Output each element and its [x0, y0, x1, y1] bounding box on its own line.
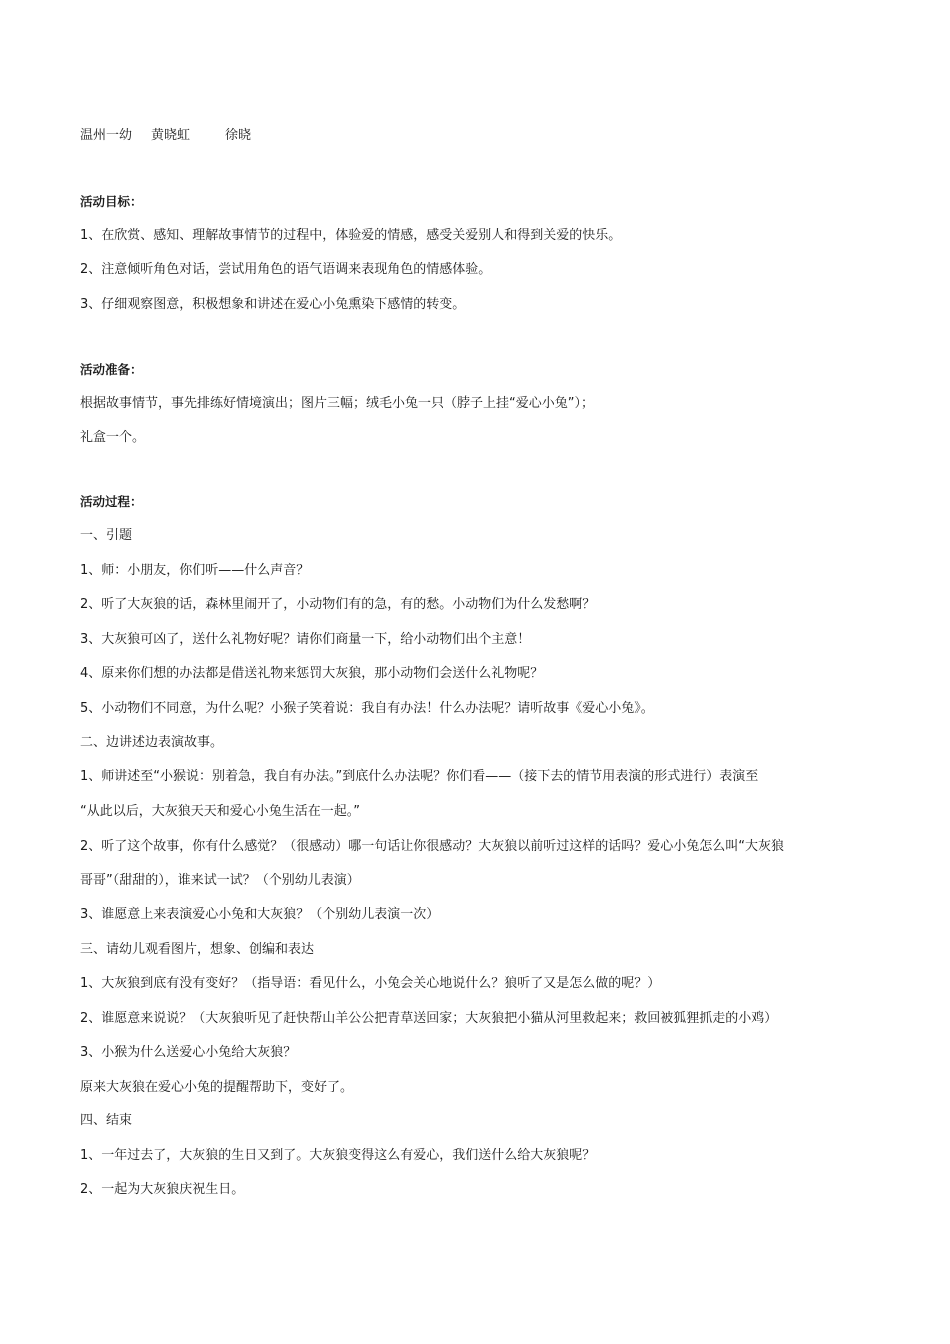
- goals-heading: 活动目标：: [80, 194, 143, 209]
- process-item: 3、谁愿意上来表演爱心小兔和大灰狼？（个别幼儿表演一次）: [80, 907, 440, 922]
- process-item: 2、谁愿意来说说？（大灰狼听见了赶快帮山羊公公把青草送回家；大灰狼把小猫从河里救起来；救回被狐狸抓走的小鸡）: [80, 1011, 778, 1026]
- section-title: 三、请幼儿观看图片，想象、创编和表达: [80, 942, 315, 957]
- section-title: 一、引题: [80, 528, 133, 543]
- author-line: [80, 127, 251, 145]
- process-item: 2、听了大灰狼的话，森林里闹开了，小动物们有的急，有的愁。小动物们为什么发愁啊？: [80, 597, 596, 612]
- prep-heading: 活动准备：: [80, 362, 143, 377]
- section-title: 四、结束: [80, 1113, 133, 1128]
- process-item: 哥哥”（甜甜的），谁来试一试？（个别幼儿表演）: [80, 873, 360, 888]
- school-name: 温州一幼: [80, 128, 133, 143]
- process-item: 4、原来你们想的办法都是借送礼物来惩罚大灰狼，那小动物们会送什么礼物呢？: [80, 666, 544, 681]
- process-item: 2、听了这个故事，你有什么感觉？（很感动）哪一句话让你很感动？大灰狼以前听过这样的话吗？爱心小兔怎么叫“大灰狼: [80, 839, 785, 854]
- process-item: 1、师：小朋友，你们听——什么声音？: [80, 563, 310, 578]
- goal-item: 2、注意倾听角色对话，尝试用角色的语气语调来表现角色的情感体验。: [80, 262, 492, 277]
- prep-text: 礼盒一个。: [80, 430, 146, 445]
- process-item: 1、大灰狼到底有没有变好？（指导语：看见什么，小兔会关心地说什么？狼听了又是怎么做的呢？）: [80, 976, 661, 991]
- section-title: 二、边讲述边表演故事。: [80, 735, 224, 750]
- process-item: 5、小动物们不同意，为什么呢？小猴子笑着说：我自有办法！什么办法呢？请听故事《爱心小兔》。: [80, 701, 654, 716]
- process-item: 3、小猴为什么送爱心小兔给大灰狼？: [80, 1045, 297, 1060]
- process-item: 1、师讲述至“小猴说：别着急，我自有办法。”到底什么办法呢？你们看——（接下去的情节用表演的形式进行）表演至: [80, 769, 759, 784]
- author-name: 黄晓虹: [151, 128, 191, 143]
- process-item: 1、一年过去了，大灰狼的生日又到了。大灰狼变得这么有爱心，我们送什么给大灰狼呢？: [80, 1148, 596, 1163]
- process-item: 2、一起为大灰狼庆祝生日。: [80, 1182, 245, 1197]
- prep-text: 根据故事情节，事先排练好情境演出；图片三幅；绒毛小兔一只（脖子上挂“爱心小兔”）；: [80, 396, 594, 411]
- process-item: 3、大灰狼可凶了，送什么礼物好呢？请你们商量一下，给小动物们出个主意！: [80, 632, 531, 647]
- goal-item: 3、仔细观察图意，积极想象和讲述在爱心小兔熏染下感情的转变。: [80, 297, 466, 312]
- goal-item: 1、在欣赏、感知、理解故事情节的过程中，体验爱的情感，感受关爱别人和得到关爱的快乐。: [80, 228, 622, 243]
- process-item: 原来大灰狼在爱心小兔的提醒帮助下，变好了。: [80, 1080, 354, 1095]
- process-item: “从此以后，大灰狼天天和爱心小兔生活在一起。”: [80, 804, 360, 819]
- process-heading: 活动过程：: [80, 494, 143, 509]
- author-name: 徐晓: [225, 128, 252, 143]
